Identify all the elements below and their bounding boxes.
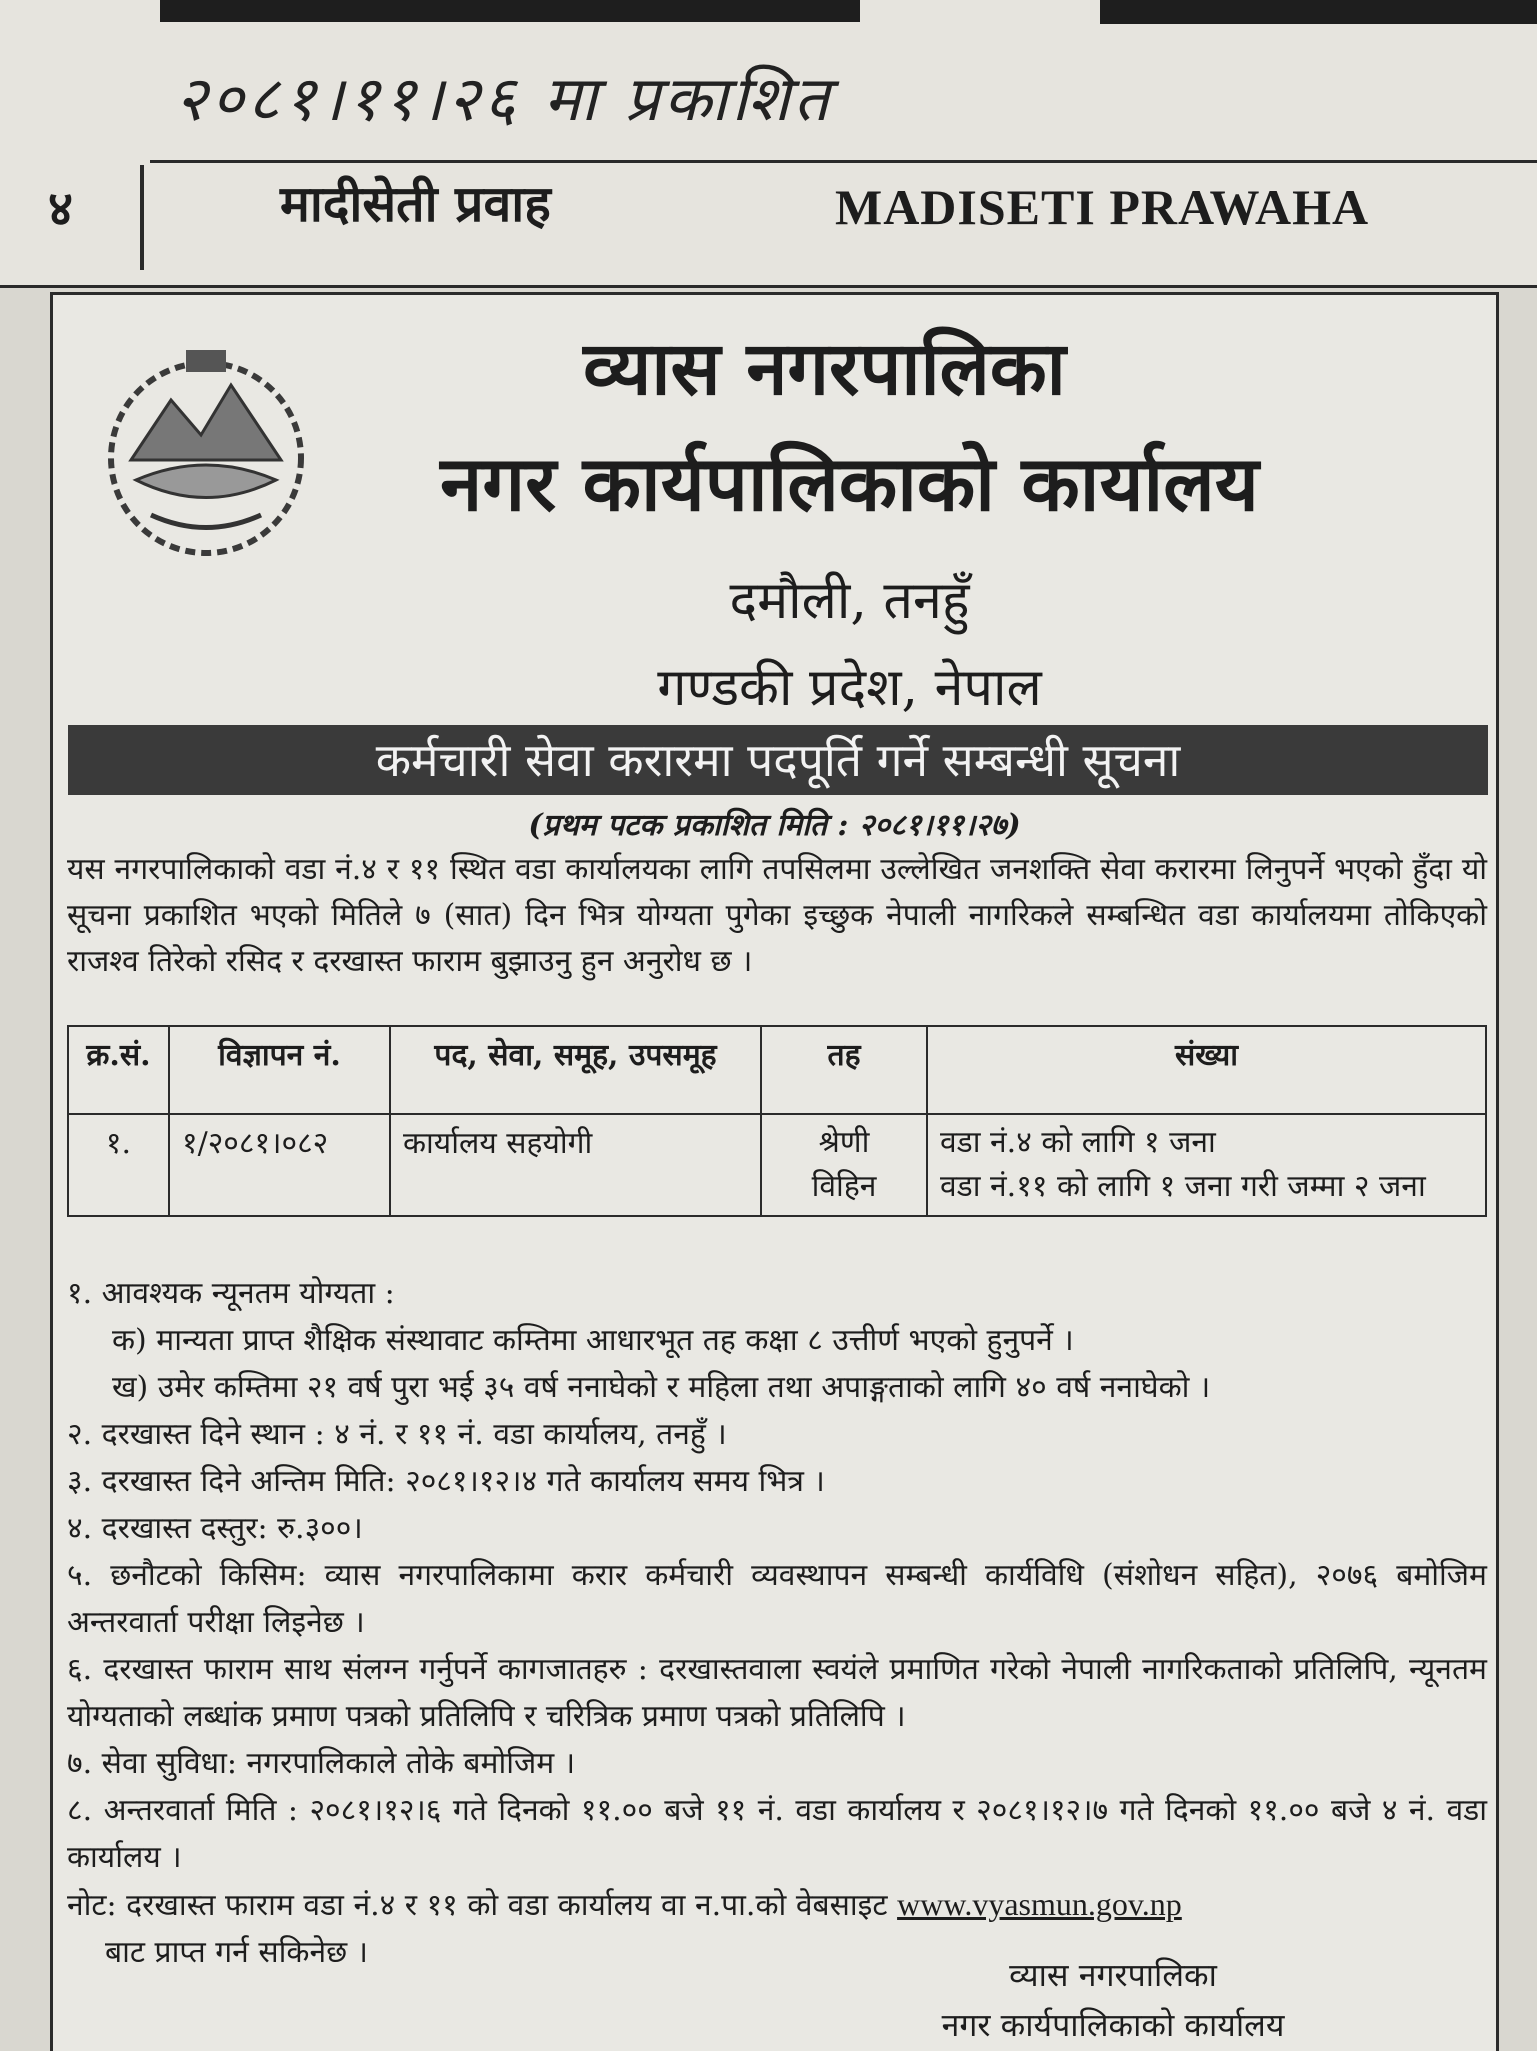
masthead-ink-strip [160, 0, 860, 22]
website-link[interactable]: www.vyasmun.gov.np [897, 1886, 1182, 1922]
signature-line-2: नगर कार्यपालिकाको कार्यालय [941, 2006, 1285, 2044]
count-line-2: वडा नं.११ को लागि १ जना गरी जम्मा २ जना [940, 1169, 1426, 1204]
requirement-6: ६. दरखास्त फाराम साथ संलग्न गर्नुपर्ने कागजातहरु : दरखास्तवाला स्वयंले प्रमाणित गरेको नेपाली नागरिकताको प्रतिलिपि, न्यूनतम योग्यताको लब्धांक प्रमाण पत्रको प्रतिलिपि र चरित्रिक प्रमाण पत्रको प्रतिलिपि । [67, 1652, 1487, 1734]
table-header-row [68, 1026, 1486, 1114]
requirement-1: १. आवश्यक न्यूनतम योग्यता : [67, 1276, 395, 1311]
cell-ad-no: १/२०८१।०८२ [169, 1114, 390, 1216]
office-province: गण्डकी प्रदेश, नेपाल [657, 658, 1042, 718]
masthead-ink-strip-right [1100, 0, 1537, 24]
page-number: ४ [48, 181, 73, 237]
intro-paragraph: यस नगरपालिकाको वडा नं.४ र ११ स्थित वडा कार्यालयका लागि तपसिलमा उल्लेखित जनशक्ति सेवा करारमा लिनुपर्ने भएको हुँदा यो सूचना प्रकाशित भएको मितिले ७ (सात) दिन भित्र योग्यता पुगेका इच्छुक नेपाली नागरिकले सम्बन्धित वडा कार्यालयमा तोकिएको राजश्व तिरेको रसिद र दरखास्त फाराम बुझाउनु हुन अनुरोध छ । [67, 852, 1487, 979]
requirement-7: ७. सेवा सुविधा: नगरपालिकाले तोके बमोजिम । [67, 1746, 576, 1781]
requirement-3: ३. दरखास्त दिने अन्तिम मिति: २०८१।१२।४ गते कार्यालय समय भित्र । [67, 1464, 825, 1499]
note-suffix: बाट प्राप्त गर्न सकिनेछ । [105, 1935, 369, 1970]
newspaper-masthead [0, 0, 1537, 288]
masthead-rule [150, 160, 1537, 163]
header-sn: क्र.सं. [68, 1026, 169, 1114]
handwritten-publication-note: २०८१।११।२६ मा प्रकाशित [175, 62, 833, 135]
office-place: दमौली, तनहुँ [729, 571, 970, 631]
cell-sn: १. [68, 1114, 169, 1216]
requirement-1a: क) मान्यता प्राप्त शैक्षिक संस्थावाट कम्तिमा आधारभूत तह कक्षा ८ उत्तीर्ण भएको हुनुपर्ने । [112, 1323, 1074, 1358]
notice-heading: कर्मचारी सेवा करारमा पदपूर्ति गर्ने सम्बन्धी सूचना [68, 725, 1488, 795]
note-prefix: नोट: दरखास्त फाराम वडा नं.४ र ११ को वडा कार्यालय वा न.पा.को वेबसाइट [67, 1888, 888, 1923]
cell-count [927, 1114, 1486, 1216]
level-line-1: श्रेणी [818, 1125, 870, 1160]
header-count: संख्या [927, 1026, 1486, 1114]
org-name: व्यास नगरपालिका [583, 326, 1066, 412]
office-name: नगर कार्यपालिकाको कार्यालय [440, 439, 1259, 528]
requirement-1b: ख) उमेर कम्तिमा २१ वर्ष पुरा भई ३५ वर्ष ननाघेको र महिला तथा अपाङ्गताको लागि ४० वर्ष ननाघेको । [112, 1370, 1211, 1405]
cell-post: कार्यालय सहयोगी [390, 1114, 761, 1216]
count-line-1: वडा नं.४ को लागि १ जना [940, 1125, 1216, 1160]
signature-block [813, 1950, 1413, 2050]
cell-level [761, 1114, 927, 1216]
paper-name-english: MADISETI PRAWAHA [835, 179, 1370, 235]
masthead-divider [140, 165, 144, 270]
notice-box [50, 292, 1499, 2051]
published-date: (प्रथम पटक प्रकाशित मिति : २०८१।११।२७) [528, 808, 1021, 843]
signature-line-1: व्यास नगरपालिका [1009, 1956, 1217, 1994]
requirement-2: २. दरखास्त दिने स्थान : ४ नं. र ११ नं. वडा कार्यालय, तनहुँ । [67, 1417, 727, 1452]
header-ad-no: विज्ञापन नं. [169, 1026, 390, 1114]
requirements-list [67, 1270, 1487, 1976]
header-level: तह [761, 1026, 927, 1114]
requirement-5: ५. छनौटको किसिम: व्यास नगरपालिकामा करार कर्मचारी व्यवस्थापन सम्बन्धी कार्यविधि (संशोधन सहित), २०७६ बमोजिम अन्तरवार्ता परीक्षा लिइनेछ । [67, 1558, 1487, 1640]
level-line-2: विहिन [811, 1169, 877, 1204]
vacancy-table [67, 1025, 1487, 1217]
requirement-4: ४. दरखास्त दस्तुर: रु.३००। [67, 1511, 363, 1546]
header-post: पद, सेवा, समूह, उपसमूह [390, 1026, 761, 1114]
paper-name-nepali: मादीसेती प्रवाह [280, 174, 551, 233]
table-row [68, 1114, 1486, 1216]
requirement-8: ८. अन्तरवार्ता मिति : २०८१।१२।६ गते दिनको ११.०० बजे ११ नं. वडा कार्यालय र २०८१।१२।७ गते दिनको ११.०० बजे ४ नं. वडा कार्यालय । [67, 1793, 1487, 1875]
